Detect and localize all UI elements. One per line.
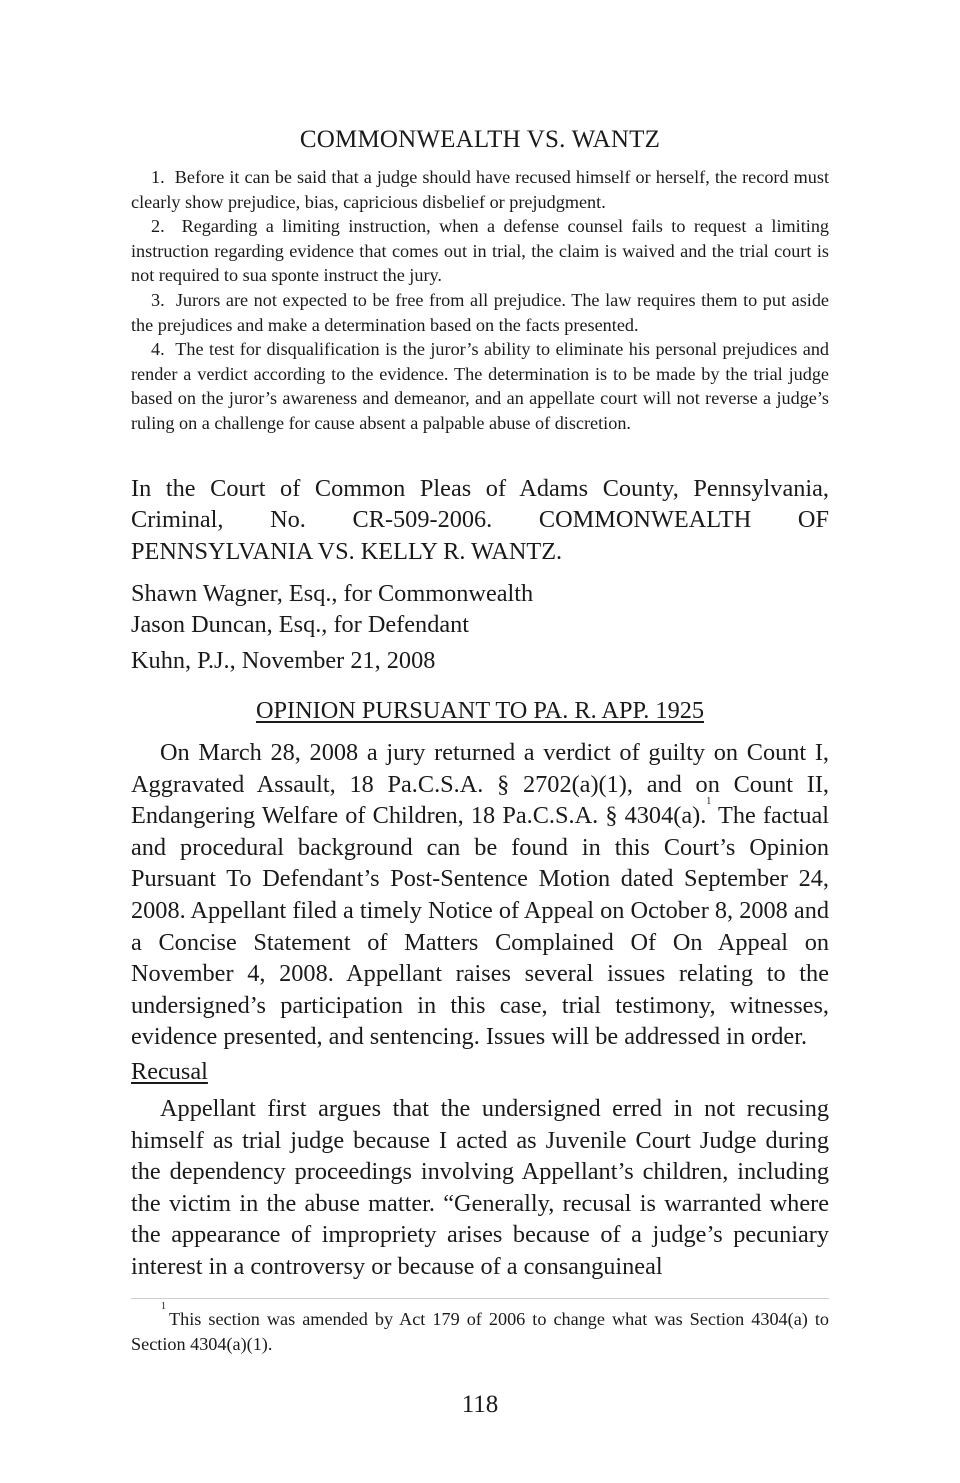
headnote-3 bbox=[131, 288, 829, 337]
footnote-reference[interactable]: 1 bbox=[706, 796, 712, 808]
headnote-2 bbox=[131, 214, 829, 288]
headnote-text: The test for disqualification is the juror’s ability to eliminate his personal prejudices and render a verdict according to the evidence. The determination is to be made by the trial judge based on the juror’s awareness and demeanor, and an appellate court will not reverse a judge’s ruling on a challenge for cause absent a palpable abuse of discretion. bbox=[131, 339, 830, 433]
counsel-defendant: Jason Duncan, Esq., for Defendant bbox=[131, 611, 470, 639]
footnote-divider bbox=[131, 1298, 829, 1299]
headnote-number: 3. bbox=[151, 289, 165, 310]
footnote-mark: 1 bbox=[161, 1301, 166, 1312]
opinion-paragraph-2 bbox=[131, 1093, 829, 1283]
opinion-paragraph-1 bbox=[131, 737, 829, 1053]
headnote-text: Jurors are not expected to be free from all prejudice. The law requires them to put aside the prejudices and make a determination based on the facts presented. bbox=[131, 289, 829, 335]
opinion-title: OPINION PURSUANT TO PA. R. APP. 1925 bbox=[255, 697, 705, 724]
footnote-text: This section was amended by Act 179 of 2006 to change what was Section 4304(a) to Section 4304(a)(1). bbox=[131, 1309, 829, 1354]
page-number: 118 bbox=[461, 1391, 499, 1418]
paragraph-text bbox=[131, 737, 829, 1053]
counsel-commonwealth: Shawn Wagner, Esq., for Commonwealth bbox=[131, 580, 534, 607]
court-caption: In the Court of Common Pleas of Adams County, Pennsylvania, Criminal, No. CR-509-2006. COMMONWEALTH OF PENNSYLVANIA VS. KELLY R. WANTZ. bbox=[131, 475, 829, 565]
headnote-text: Regarding a limiting instruction, when a defense counsel fails to request a limiting instruction regarding evidence that comes out in trial, the claim is waived and the trial court is not required to sua sponte instruct the jury. bbox=[131, 216, 830, 286]
footnote bbox=[131, 1301, 829, 1356]
headnote-1 bbox=[131, 165, 829, 214]
paragraph-text: Appellant first argues that the undersigned erred in not recusing himself as trial judge because I acted as Juvenile Court Judge during the dependency proceedings involving Appellant’s children, including the victim in the abuse matter. “Generally, recusal is warranted where the appearance of impropriety arises because of a judge’s pecuniary interest in a controversy or because of a consanguineal bbox=[131, 1095, 829, 1280]
headnote-number: 4. bbox=[151, 339, 165, 360]
headnotes bbox=[131, 165, 829, 436]
judge-date: Kuhn, P.J., November 21, 2008 bbox=[131, 647, 436, 674]
counsel-block bbox=[131, 578, 829, 641]
headnote-number: 2. bbox=[151, 216, 165, 237]
paragraph-text-part: The factual and procedural background can be found in this Court’s Opinion Pursuant To Defendant’s Post-Sentence Motion dated September 24, 2008. Appellant filed a timely Notice of Appeal on October 8, 2008 and a Concise Statement of Matters Complained Of On Appeal on November 4, 2008. Appellant raises several issues relating to the undersigned’s participation in this case, trial testimony, witnesses, evidence presented, and sentencing. Issues will be addressed in order. bbox=[131, 802, 829, 1051]
running-title: COMMONWEALTH VS. WANTZ bbox=[299, 126, 661, 153]
headnote-number: 1. bbox=[151, 167, 165, 187]
headnote-text: Before it can be said that a judge should have recused himself or herself, the record must clearly show prejudice, bias, capricious disbelief or prejudgment. bbox=[131, 167, 829, 212]
section-heading-recusal: Recusal bbox=[131, 1058, 208, 1085]
headnote-4 bbox=[131, 337, 829, 435]
paragraph-text-part: On March 28, 2008 a jury returned a verdict of guilty on Count I, Aggravated Assault, 18 Pa.C.S.A. § 2702(a)(1), and on Count II, Endangering Welfare of Children, 18 Pa.C.S.A. § 4304(a). bbox=[131, 739, 829, 830]
